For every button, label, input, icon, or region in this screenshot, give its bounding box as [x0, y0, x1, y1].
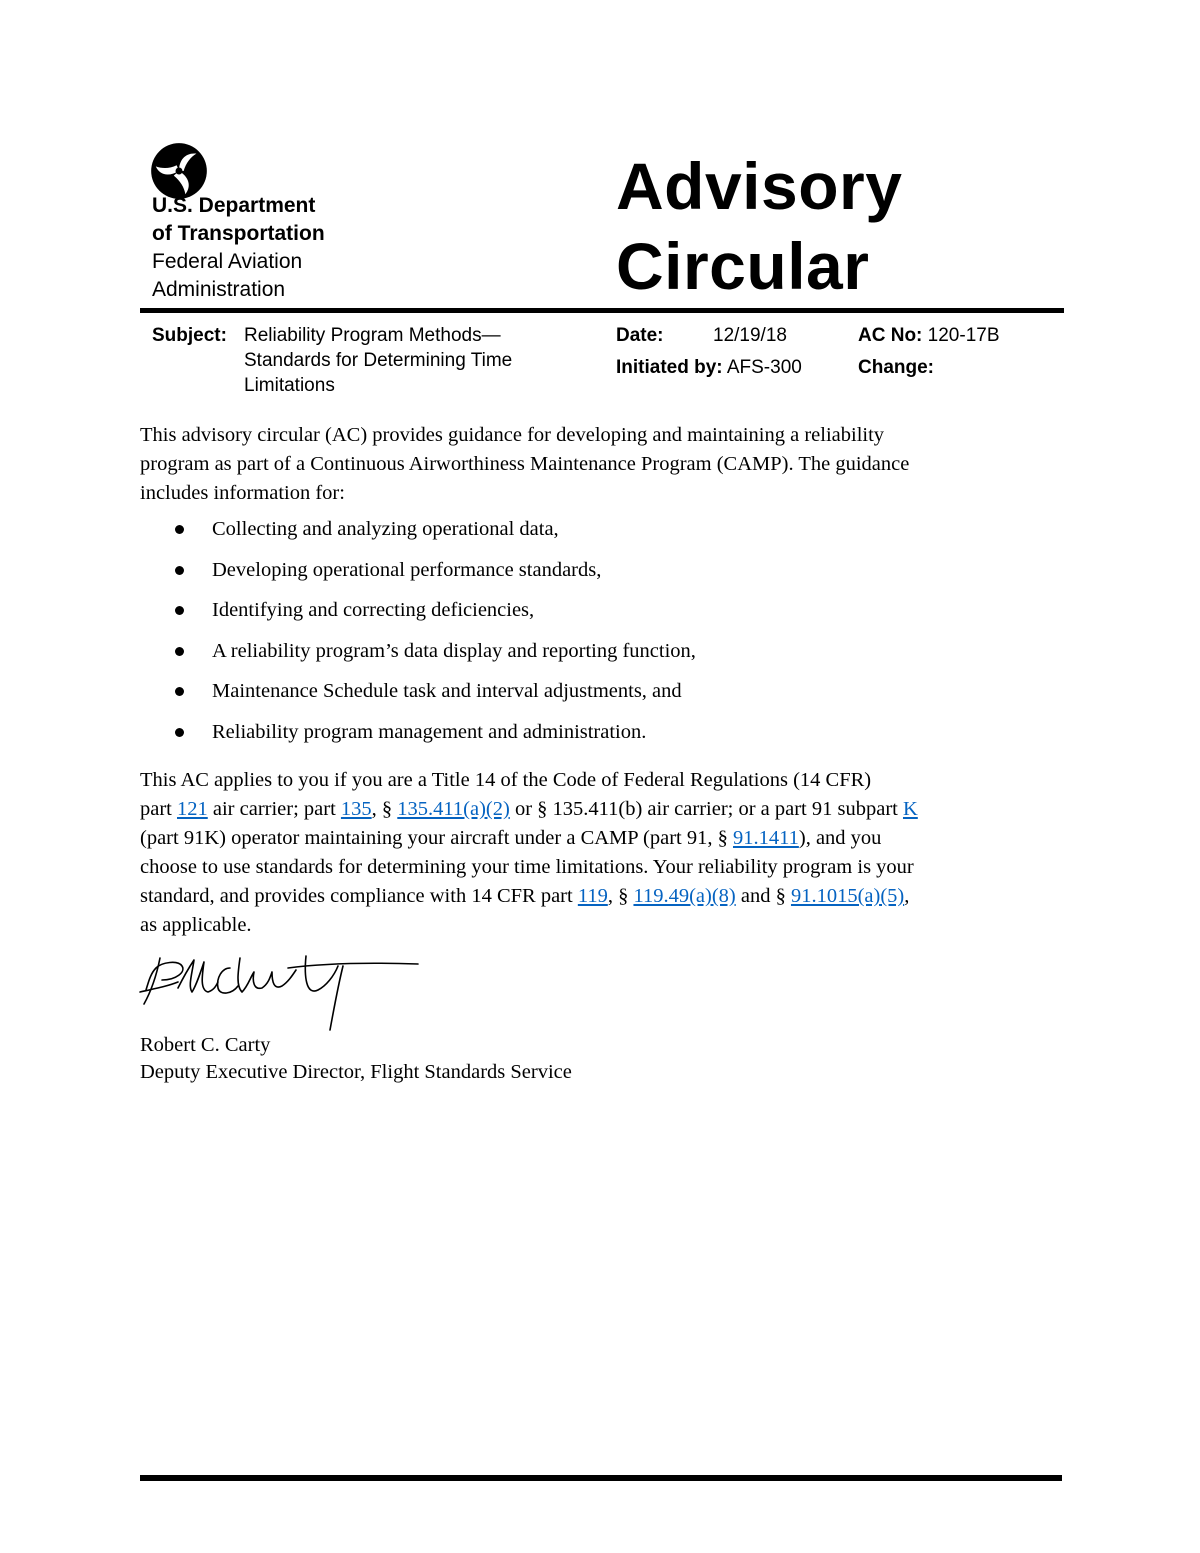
date-label: Date:: [616, 325, 664, 346]
text-run: or § 135.411(b) air carrier; or a part 91 subpart: [509, 798, 903, 820]
link-part-119[interactable]: 119: [577, 885, 608, 907]
signer-title: Deputy Executive Director, Flight Standards Service: [140, 1061, 572, 1083]
subject-line-2: Standards for Determining Time: [244, 350, 513, 371]
applicability-line-5: [140, 882, 1060, 911]
bullet-dot-icon: [175, 606, 184, 615]
list-item: [140, 554, 696, 595]
list-item: [140, 635, 696, 676]
link-91-1015-a-5[interactable]: 91.1015(a)(5): [790, 885, 905, 907]
document-type-title: [616, 146, 902, 306]
text-run: ,: [904, 885, 910, 907]
subject-line-1: Reliability Program Methods—: [244, 325, 501, 346]
text-run: air carrier; part: [207, 798, 341, 820]
text-run: (part 91K) operator maintaining your aircraft under a CAMP (part 91, §: [140, 827, 733, 849]
list-item-text: Maintenance Schedule task and interval adjustments, and: [212, 680, 682, 702]
list-item-text: Identifying and correcting deficiencies,: [212, 599, 535, 621]
intro-paragraph: [140, 421, 1060, 508]
ac-number-value: 120-17B: [927, 325, 1000, 346]
list-item: [140, 675, 696, 716]
bullet-dot-icon: [175, 728, 184, 737]
initiated-by: Initiated by: AFS-300: [616, 357, 802, 378]
link-91-1411[interactable]: 91.1411: [733, 827, 799, 849]
applicability-line-4: choose to use standards for determining your time limitations. Your reliability program is your: [140, 856, 914, 878]
header-divider: [140, 308, 1064, 313]
footer-divider: [140, 1475, 1062, 1481]
subject-text: [244, 323, 574, 398]
list-item: [140, 513, 696, 554]
applicability-line-6: as applicable.: [140, 914, 252, 936]
link-135-411-a-2[interactable]: 135.411(a)(2): [397, 798, 510, 820]
agency-line-4: Administration: [152, 278, 286, 301]
intro-line-1: This advisory circular (AC) provides guidance for developing and maintaining a reliability: [140, 424, 885, 446]
text-run: , §: [371, 798, 398, 820]
applicability-line-1: This AC applies to you if you are a Title 14 of the Code of Federal Regulations (14 CFR): [140, 769, 872, 791]
applicability-paragraph: [140, 766, 1060, 940]
bullet-dot-icon: [175, 525, 184, 534]
link-subpart-k[interactable]: K: [902, 798, 918, 820]
text-run: and §: [735, 885, 791, 907]
bullet-dot-icon: [175, 687, 184, 696]
subject-line-3: Limitations: [244, 375, 335, 396]
title-line-2: Circular: [616, 229, 870, 303]
link-part-135[interactable]: 135: [340, 798, 372, 820]
list-item: [140, 716, 696, 757]
signer-name: Robert C. Carty: [140, 1034, 271, 1056]
list-item-text: A reliability program’s data display and reporting function,: [212, 639, 696, 662]
link-119-49-a-8[interactable]: 119.49(a)(8): [633, 885, 736, 907]
agency-block: [152, 192, 325, 304]
date-value: 12/19/18: [713, 325, 787, 346]
initiated-by-value: AFS-300: [726, 357, 802, 378]
text-run: standard, and provides compliance with 14 CFR part: [140, 885, 578, 907]
bullet-dot-icon: [175, 647, 184, 656]
intro-line-2: program as part of a Continuous Airworthiness Maintenance Program (CAMP). The guidance: [140, 453, 910, 475]
list-item: [140, 594, 696, 635]
subject-label: Subject:: [152, 325, 227, 346]
agency-line-2: of Transportation: [152, 222, 325, 245]
list-item-text: Developing operational performance standards,: [212, 558, 602, 581]
change-label: Change:: [858, 357, 934, 378]
list-item-text: Collecting and analyzing operational data,: [212, 518, 559, 540]
text-run: part: [140, 798, 177, 820]
link-part-121[interactable]: 121: [177, 798, 208, 820]
signer-block: [140, 1032, 572, 1086]
handwritten-signature: [138, 946, 420, 1032]
topic-list: [140, 513, 696, 756]
text-run: ), and you: [798, 827, 882, 849]
agency-line-1: U.S. Department: [152, 194, 316, 217]
applicability-line-2: [140, 795, 1060, 824]
agency-line-3: Federal Aviation: [152, 250, 303, 273]
intro-line-3: includes information for:: [140, 482, 345, 504]
applicability-line-3: [140, 824, 1060, 853]
ac-number: AC No: 120-17B: [858, 325, 1000, 346]
text-run: , §: [607, 885, 634, 907]
bullet-dot-icon: [175, 566, 184, 575]
title-line-1: Advisory: [616, 149, 903, 223]
list-item-text: Reliability program management and administration.: [212, 720, 647, 743]
